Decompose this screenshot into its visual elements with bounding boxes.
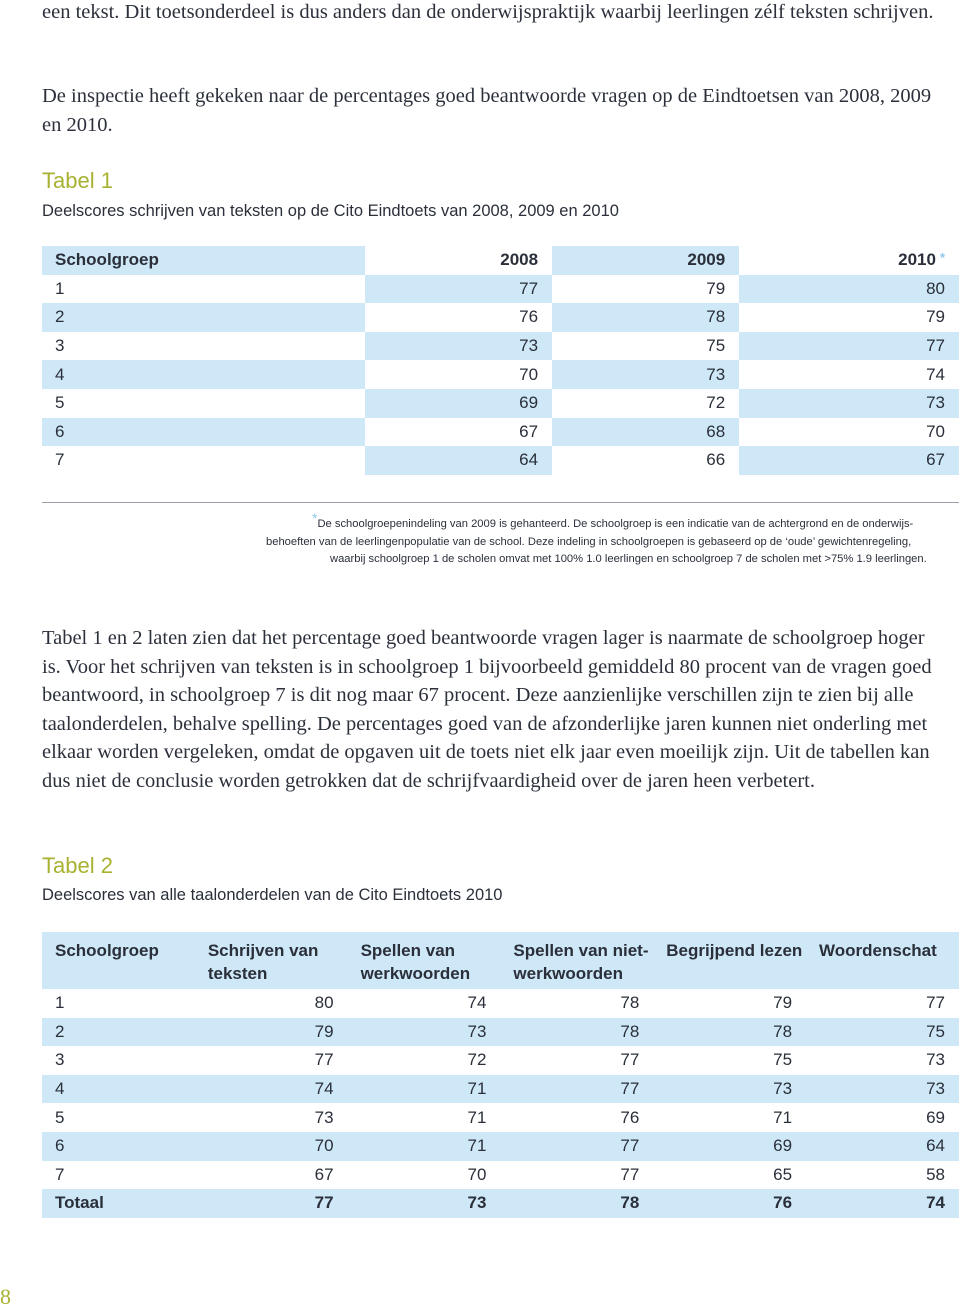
table-row [42, 1103, 959, 1132]
table-cell: 74 [195, 1075, 348, 1104]
footnote-line: behoeften van de leerlingenpopulatie van de school. Deze indeling in schoolgroepen is gebaseerd op de ‘oude’ gewichtenregeling, [266, 535, 912, 548]
table2-header: Woordenschat [806, 932, 959, 989]
table-cell: 5 [42, 1103, 195, 1132]
table-cell: 77 [500, 1046, 653, 1075]
table-cell: 78 [500, 1189, 653, 1218]
table-cell: 72 [552, 389, 739, 418]
table-cell: 70 [739, 418, 959, 447]
table-cell: 77 [806, 989, 959, 1018]
table-cell: 6 [42, 418, 365, 447]
table-cell: 74 [806, 1189, 959, 1218]
table-cell: 75 [653, 1046, 806, 1075]
table-cell: 71 [348, 1103, 501, 1132]
table-cell: 78 [653, 1018, 806, 1047]
table-cell: 3 [42, 1046, 195, 1075]
table-cell: 5 [42, 389, 365, 418]
table-cell: 67 [365, 418, 552, 447]
table1 [42, 246, 959, 475]
table-cell: 7 [42, 446, 365, 475]
table2-header: Schrijven van teksten [195, 932, 348, 989]
table-cell: 4 [42, 360, 365, 389]
table-row [42, 275, 959, 304]
table1-header-schoolgroep: Schoolgroep [42, 246, 365, 275]
page-number: 8 [0, 1284, 11, 1309]
table-cell: 71 [348, 1075, 501, 1104]
table-cell: 67 [195, 1161, 348, 1190]
table-cell: 78 [500, 989, 653, 1018]
table-cell: 65 [653, 1161, 806, 1190]
table-cell: 73 [806, 1075, 959, 1104]
table-cell: 64 [365, 446, 552, 475]
table-cell: 64 [806, 1132, 959, 1161]
footnote-line: waarbij schoolgroep 1 de scholen omvat met 100% 1.0 leerlingen en schoolgroep 7 de scholen met >75% 1.9 leerlingen. [330, 553, 927, 565]
table-cell: 71 [653, 1103, 806, 1132]
table-cell: 73 [739, 389, 959, 418]
intro-paragraph: een tekst. Dit toetsonderdeel is dus anders dan de onderwijspraktijk waarbij leerlingen zélf teksten schrijven. [42, 1, 934, 23]
table2-header: Spellen van niet-werkwoorden [500, 932, 653, 989]
table-cell: 70 [348, 1161, 501, 1190]
table-cell: 79 [552, 275, 739, 304]
table1-header-2009: 2009 [552, 246, 739, 275]
table-row [42, 1161, 959, 1190]
table-cell: 1 [42, 989, 195, 1018]
table-row [42, 1018, 959, 1047]
table-cell: 77 [195, 1189, 348, 1218]
table-cell: 75 [806, 1018, 959, 1047]
table-cell: 2 [42, 1018, 195, 1047]
table-cell: 76 [500, 1103, 653, 1132]
table-row [42, 1046, 959, 1075]
table1-title: Tabel 1 [42, 168, 113, 193]
table-cell: 80 [739, 275, 959, 304]
table-cell: Totaal [42, 1189, 195, 1218]
table2-header: Spellen van werkwoorden [348, 932, 501, 989]
table-cell: 78 [500, 1018, 653, 1047]
table-cell: 76 [653, 1189, 806, 1218]
table-cell: 73 [348, 1018, 501, 1047]
table-cell: 72 [348, 1046, 501, 1075]
table-cell: 69 [653, 1132, 806, 1161]
table-cell: 77 [500, 1075, 653, 1104]
table2 [42, 932, 959, 1218]
table-cell: 74 [739, 360, 959, 389]
table-cell: 73 [806, 1046, 959, 1075]
table-cell: 1 [42, 275, 365, 304]
table-row [42, 1075, 959, 1104]
table-row [42, 303, 959, 332]
table-cell: 77 [365, 275, 552, 304]
table-cell: 77 [500, 1132, 653, 1161]
table2-title: Tabel 2 [42, 853, 113, 878]
table-cell: 77 [500, 1161, 653, 1190]
table-cell: 7 [42, 1161, 195, 1190]
table-cell: 73 [552, 360, 739, 389]
table1-header-2008: 2008 [365, 246, 552, 275]
table-cell: 73 [348, 1189, 501, 1218]
table2-header-row [42, 932, 959, 989]
table-cell: 58 [806, 1161, 959, 1190]
table-cell: 3 [42, 332, 365, 361]
table1-footnote [266, 510, 959, 569]
table-cell: 68 [552, 418, 739, 447]
table-cell: 75 [552, 332, 739, 361]
table-cell: 6 [42, 1132, 195, 1161]
table-cell: 77 [195, 1046, 348, 1075]
table1-header-2010: 2010 * [739, 246, 959, 275]
table2-total-row [42, 1189, 959, 1218]
table-cell: 70 [365, 360, 552, 389]
table-cell: 66 [552, 446, 739, 475]
table1-header-row [42, 246, 959, 275]
table-row [42, 446, 959, 475]
table-cell: 79 [653, 989, 806, 1018]
table-cell: 74 [348, 989, 501, 1018]
table-cell: 73 [195, 1103, 348, 1132]
body-paragraph: Tabel 1 en 2 laten zien dat het percentage goed beantwoorde vragen lager is naarmate de schoolgroep hoger is. Voor het schrijven van teksten is in schoolgroep 1 bijvoorbeeld gemiddeld 80 procent van de vragen goed beantwoord, in schoolgroep 7 is dit nog maar 67 procent. Deze aanzienlijke verschillen zijn te zien bij alle taalonderdelen, behalve spelling. De percentages goed van de afzonderlijke jaren kunnen niet onderling met elkaar worden vergeleken, omdat de opgaven uit de toets niet elk jaar even moeilijk zijn. Uit de tabellen kan dus niet de conclusie worden getrokken dat de schrijfvaardigheid over de jaren heen verbetert. [42, 627, 932, 792]
inspection-paragraph: De inspectie heeft gekeken naar de percentages goed beantwoorde vragen op de Eindtoetsen van 2008, 2009 en 2010. [42, 85, 932, 136]
table-cell: 77 [739, 332, 959, 361]
table-cell: 67 [739, 446, 959, 475]
table-row [42, 989, 959, 1018]
table-row [42, 360, 959, 389]
table2-header: Schoolgroep [42, 932, 195, 989]
table-cell: 2 [42, 303, 365, 332]
table-cell: 69 [806, 1103, 959, 1132]
table1-divider [42, 502, 959, 503]
table-cell: 69 [365, 389, 552, 418]
table2-header: Begrijpend lezen [653, 932, 806, 989]
table-cell: 73 [653, 1075, 806, 1104]
table-cell: 79 [739, 303, 959, 332]
table-cell: 80 [195, 989, 348, 1018]
table-cell: 76 [365, 303, 552, 332]
footnote-line: De schoolgroepenindeling van 2009 is gehanteerd. De schoolgroep is een indicatie van de achtergrond en de onderwijs- [317, 518, 914, 530]
table-row [42, 389, 959, 418]
table-row [42, 1132, 959, 1161]
table-cell: 73 [365, 332, 552, 361]
table2-subtitle: Deelscores van alle taalonderdelen van de Cito Eindtoets 2010 [42, 886, 503, 904]
table-cell: 79 [195, 1018, 348, 1047]
table-cell: 4 [42, 1075, 195, 1104]
table-cell: 70 [195, 1132, 348, 1161]
table-row [42, 418, 959, 447]
table-cell: 71 [348, 1132, 501, 1161]
table1-subtitle: Deelscores schrijven van teksten op de Cito Eindtoets van 2008, 2009 en 2010 [42, 202, 619, 220]
footnote-star: * [939, 250, 945, 266]
footnote-star: * [312, 510, 318, 526]
table-row [42, 332, 959, 361]
table-cell: 78 [552, 303, 739, 332]
